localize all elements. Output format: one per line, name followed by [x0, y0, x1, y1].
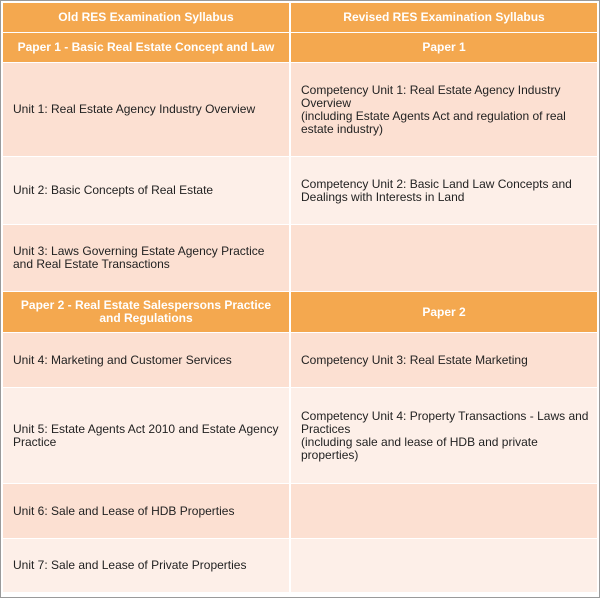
table-row — [3, 225, 597, 292]
old-unit-cell: Unit 5: Estate Agents Act 2010 and Estate Agency Practice — [3, 388, 290, 484]
old-syllabus-heading: Old RES Examination Syllabus — [3, 3, 290, 33]
revised-unit-text: Competency Unit 1: Real Estate Agency Industry Overview (including Estate Agents Act and regulation of real estate industry) — [301, 82, 566, 136]
table-row — [3, 157, 597, 225]
revised-paper2-heading: Paper 2 — [290, 292, 597, 333]
table-row — [3, 388, 597, 484]
paper2-header-row — [3, 292, 597, 333]
revised-syllabus-heading: Revised RES Examination Syllabus — [290, 3, 597, 33]
old-unit-cell: Unit 7: Sale and Lease of Private Properties — [3, 539, 290, 593]
revised-unit-cell: Competency Unit 3: Real Estate Marketing — [290, 333, 597, 388]
revised-unit-cell — [290, 484, 597, 539]
paper1-header-row — [3, 33, 597, 63]
table-row — [3, 539, 597, 593]
old-paper2-heading: Paper 2 - Real Estate Salespersons Practice and Regulations — [3, 292, 290, 333]
table-row — [3, 63, 597, 157]
syllabus-comparison-table — [3, 3, 597, 593]
old-unit-cell: Unit 6: Sale and Lease of HDB Properties — [3, 484, 290, 539]
revised-unit-cell — [290, 63, 597, 157]
old-unit-cell: Unit 1: Real Estate Agency Industry Overview — [3, 63, 290, 157]
revised-paper1-heading: Paper 1 — [290, 33, 597, 63]
old-unit-cell: Unit 4: Marketing and Customer Services — [3, 333, 290, 388]
revised-unit-cell: Competency Unit 2: Basic Land Law Concepts and Dealings with Interests in Land — [290, 157, 597, 225]
revised-unit-cell — [290, 388, 597, 484]
old-unit-cell: Unit 3: Laws Governing Estate Agency Practice and Real Estate Transactions — [3, 225, 290, 292]
old-unit-cell: Unit 2: Basic Concepts of Real Estate — [3, 157, 290, 225]
old-paper1-heading: Paper 1 - Basic Real Estate Concept and Law — [3, 33, 290, 63]
table-header-row — [3, 3, 597, 33]
table-row — [3, 333, 597, 388]
table-row — [3, 484, 597, 539]
revised-unit-cell — [290, 225, 597, 292]
revised-unit-text: Competency Unit 4: Property Transactions - Laws and Practices (including sale and lease of HDB and private properties) — [301, 408, 589, 462]
revised-unit-cell — [290, 539, 597, 593]
